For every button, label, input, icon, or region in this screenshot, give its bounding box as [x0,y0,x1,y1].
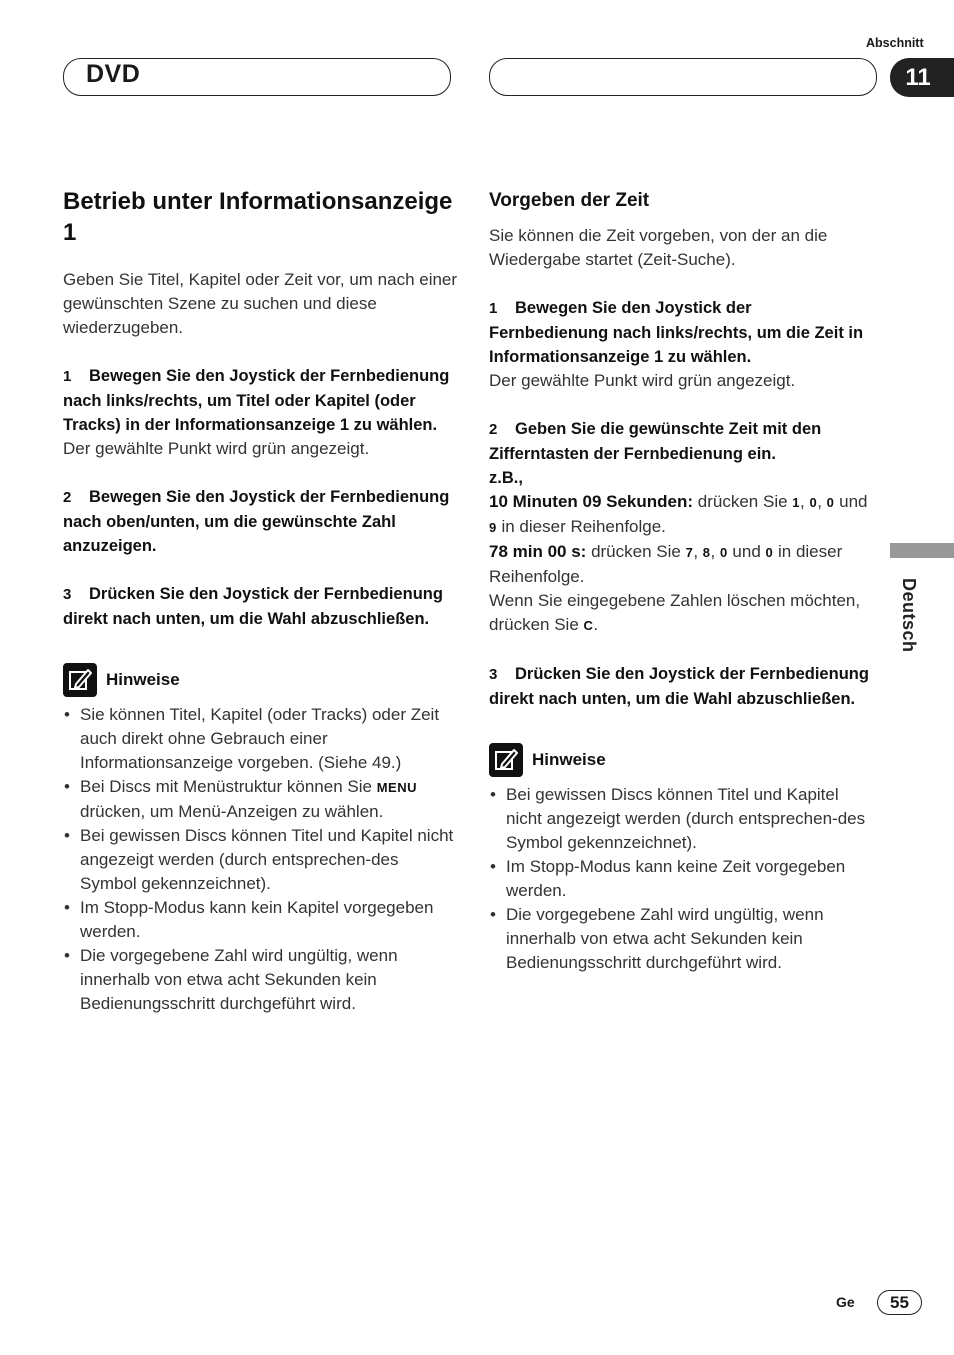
notes-title: Hinweise [532,750,606,769]
step-text: Drücken Sie den Joystick der Fernbedienung direkt nach unten, um die Wahl abzuschließen. [63,585,443,628]
step-number: 2 [489,421,498,438]
section-number: 11 [905,63,931,91]
step-number: 3 [489,666,498,683]
step-3 [63,582,458,631]
list-item: • Bei gewissen Discs können Titel und Kapitel nicht angezeigt werden (durch entsprechen-des Symbol gekennzeichnet). [80,824,458,896]
list-item: • Bei Discs mit Menüstruktur können Sie MENU drücken, um Menü-Anzeigen zu wählen. [80,775,458,824]
step-text: Bewegen Sie den Joystick der Fernbedienung nach links/rechts, um die Zeit in Informationsanzeige 1 zu wählen. [489,299,864,366]
header-right-frame [489,58,877,96]
section-number-tab [890,58,954,97]
subsection-heading: Vorgeben der Zeit [489,190,650,211]
step-text: Drücken Sie den Joystick der Fernbedienung direkt nach unten, um die Wahl abzuschließen. [489,665,869,708]
step-number: 3 [63,586,72,603]
example-2: 78 min 00 s: drücken Sie 7, 8, 0 und 0 in dieser Reihenfolge. [489,542,843,586]
page-number-text: 55 [890,1292,909,1312]
note-pencil-icon [489,743,523,777]
language-tab-bar [890,543,954,558]
step-note: Der gewählte Punkt wird grün angezeigt. [489,371,796,390]
list-item: • Sie können Titel, Kapitel (oder Tracks) oder Zeit auch direkt ohne Gebrauch einer Informationsanzeige vorgeben. (Siehe 49.) [80,703,458,775]
step-text: Geben Sie die gewünschte Zeit mit den Zifferntasten der Fernbedienung ein. [489,420,822,463]
page-number [877,1290,922,1315]
notes-list [63,703,458,1016]
list-item: • Bei gewissen Discs können Titel und Kapitel nicht angezeigt werden (durch entsprechen-des Symbol gekennzeichnet). [506,783,874,855]
menu-key: MENU [376,780,417,795]
step-number: 1 [489,300,498,317]
step-note: Der gewählte Punkt wird grün angezeigt. [63,439,370,458]
list-item: • Im Stopp-Modus kann kein Kapitel vorgegeben werden. [80,896,458,944]
example-1: 10 Minuten 09 Sekunden: drücken Sie 1, 0, 0 und 9 in dieser Reihenfolge. [489,492,868,536]
list-item: • Die vorgegebene Zahl wird ungültig, wenn innerhalb von etwa acht Sekunden kein Bedienungsschritt durchgeführt wird. [80,944,458,1016]
step-2 [489,417,874,466]
chapter-title: DVD [86,60,141,88]
step-3 [489,662,874,711]
section-label: Abschnitt [866,36,924,50]
list-item: • Die vorgegebene Zahl wird ungültig, wenn innerhalb von etwa acht Sekunden kein Bedienungsschritt durchgeführt wird. [506,903,874,975]
footer-language: Ge [836,1294,855,1310]
step-1 [63,364,458,437]
step-2 [63,485,458,558]
list-item: • Im Stopp-Modus kann keine Zeit vorgegeben werden. [506,855,874,903]
step-text: Bewegen Sie den Joystick der Fernbedienung nach oben/unten, um die gewünschte Zahl anzuzeigen. [63,488,450,555]
step-1 [489,296,874,369]
note-pencil-icon [63,663,97,697]
step-number: 1 [63,368,72,385]
notes-title: Hinweise [106,670,180,689]
step-text: Bewegen Sie den Joystick der Fernbedienung nach links/rechts, um Titel oder Kapitel (oder Tracks) in der Informationsanzeige 1 zu wählen. [63,367,450,434]
clear-key: C [583,618,594,633]
section-heading: Betrieb unter Informationsanzeige 1 [63,188,453,246]
left-column [63,186,458,1016]
notes-header [63,663,458,697]
notes-list [489,783,874,975]
step-number: 2 [63,489,72,506]
language-tab-label: Deutsch [899,578,919,653]
right-column [489,186,874,975]
example-label: z.B., [489,469,523,487]
notes-header [489,743,874,777]
intro-text: Geben Sie Titel, Kapitel oder Zeit vor, um nach einer gewünschten Szene zu suchen und diese wiederzugeben. [63,270,458,337]
intro-text: Sie können die Zeit vorgeben, von der an die Wiedergabe startet (Zeit-Suche). [489,226,828,269]
clear-instruction: Wenn Sie eingegebene Zahlen löschen möchten, drücken Sie C. [489,591,861,634]
